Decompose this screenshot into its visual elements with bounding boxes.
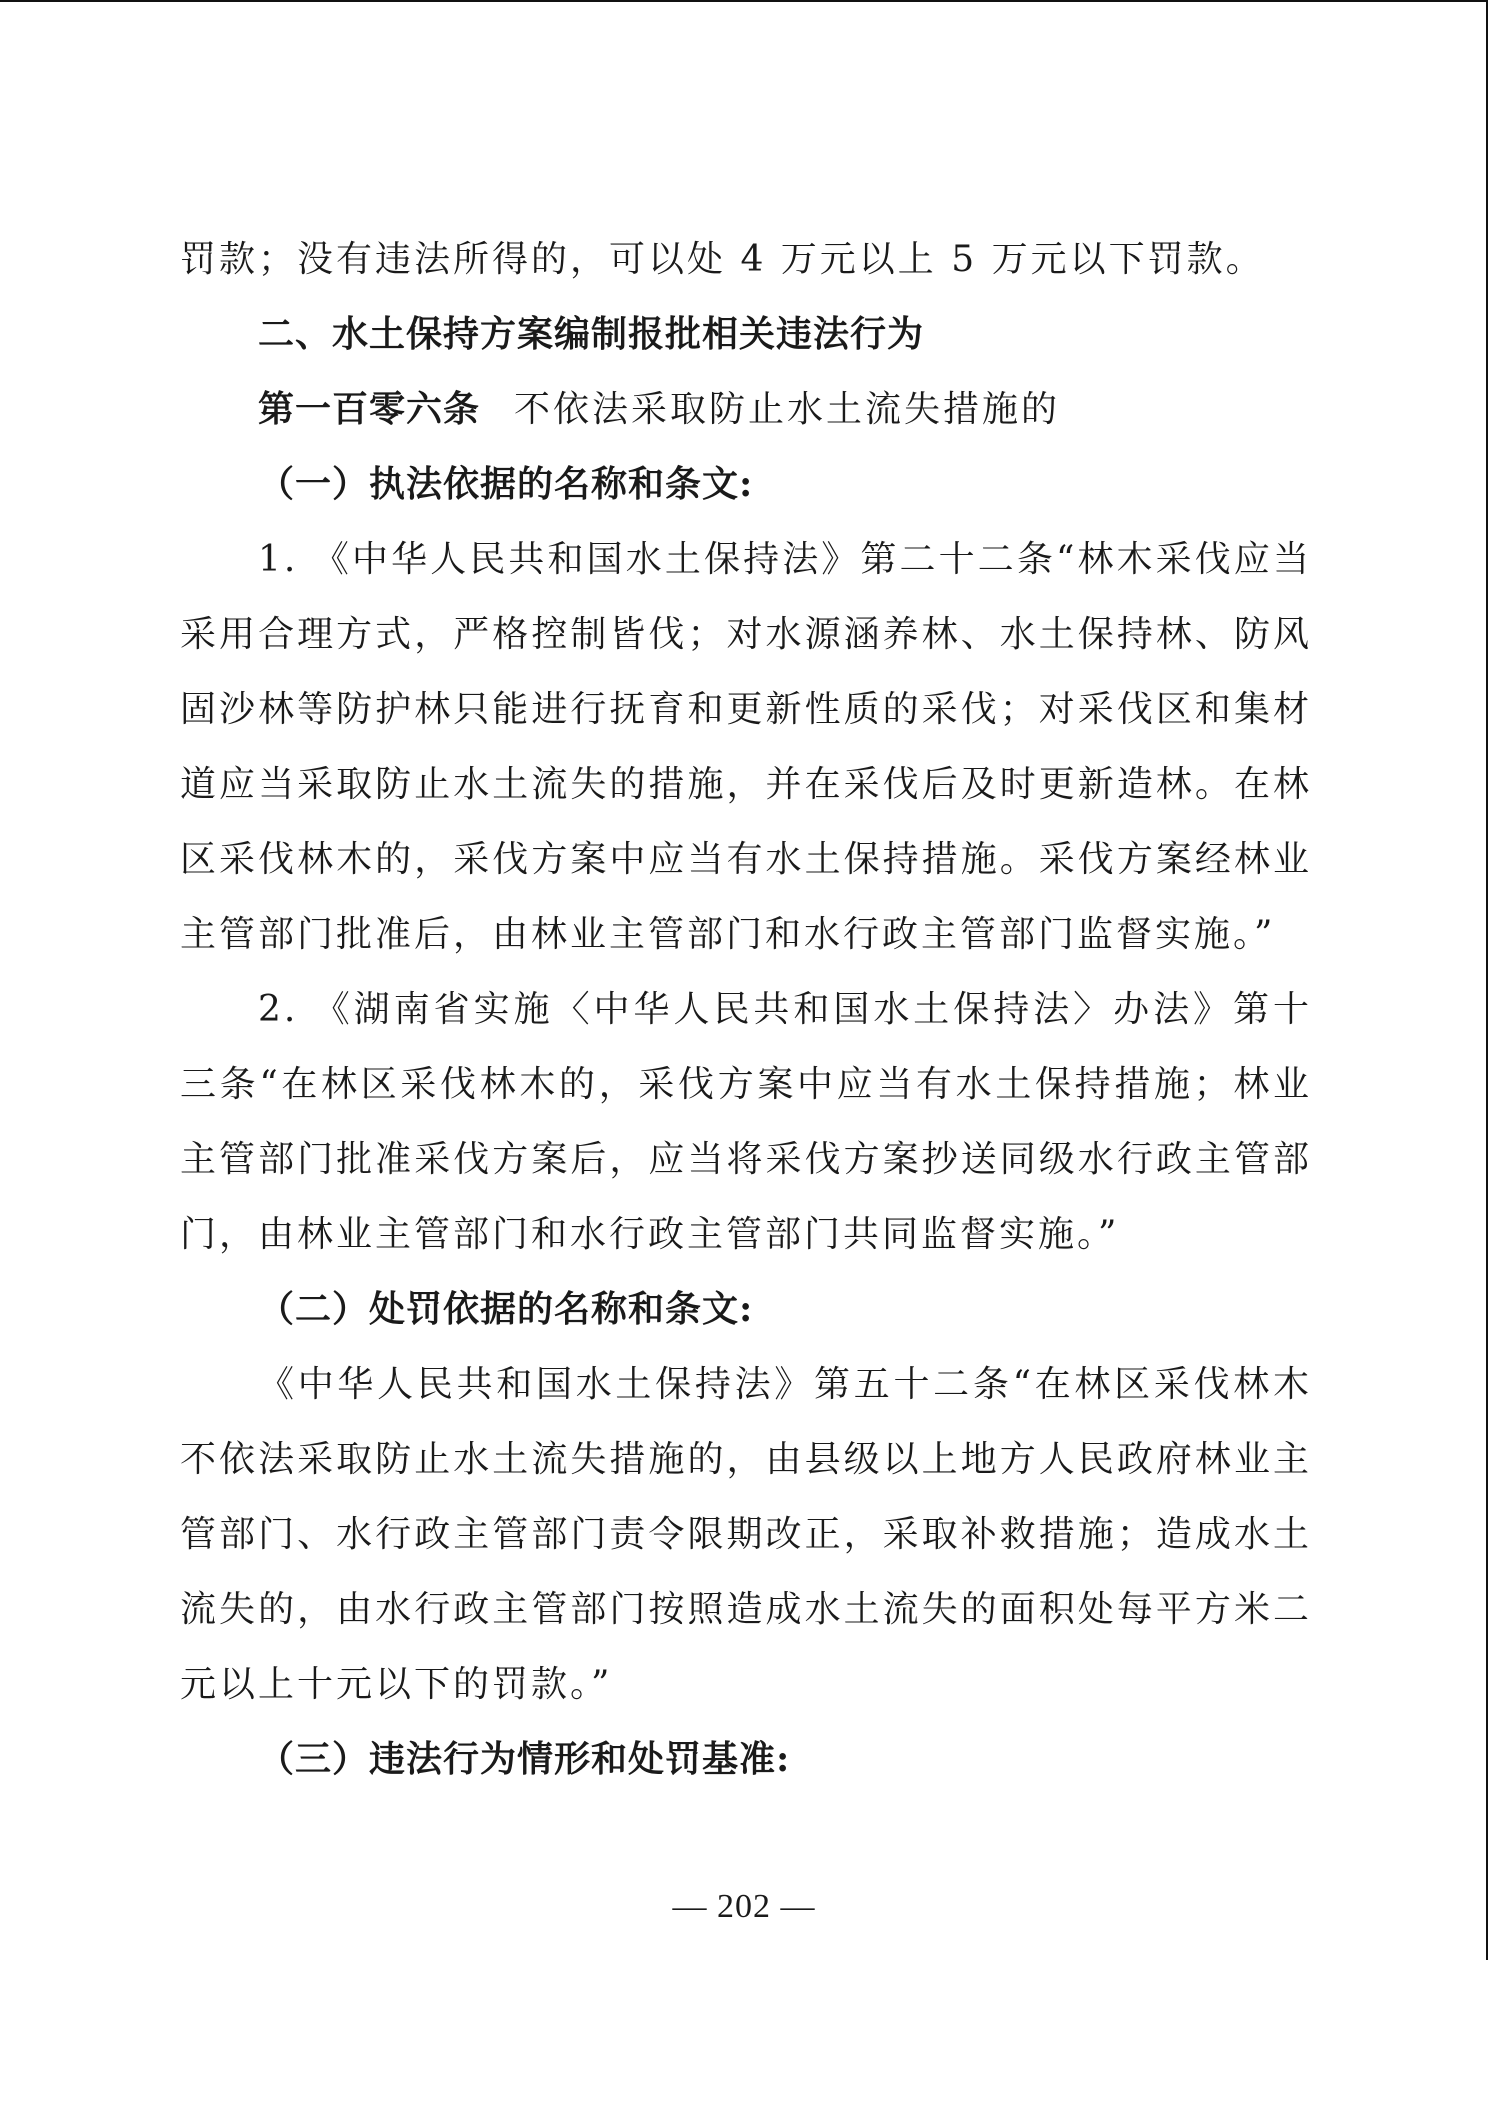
article-heading <box>180 372 1312 447</box>
penalty-basis-text: 《中华人民共和国水土保持法》第五十二条“在林区采伐林木不依法采取防止水土流失措施的，由县级以上地方人民政府林业主管部门、水行政主管部门责令限期改正，采取补救措施；造成水土流失的，由水行政主管部门按照造成水土流失的面积处每平方米二元以上十元以下的罚款。” <box>180 1364 1312 1705</box>
subheading-law-basis: （一）执法依据的名称和条文: <box>258 463 754 505</box>
law-item-1: 1. 《中华人民共和国水土保持法》第二十二条“林木采伐应当采用合理方式，严格控制皆伐；对水源涵养林、水土保持林、防风固沙林等防护林只能进行抚育和更新性质的采伐；对采伐区和集材道应当采取防止水土流失的措施，并在采伐后及时更新造林。在林区采伐林木的，采伐方案中应当有水土保持措施。采伐方案经林业主管部门批准后，由林业主管部门和水行政主管部门监督实施。” <box>180 539 1312 955</box>
law-item-2: 2. 《湖南省实施〈中华人民共和国水土保持法〉办法》第十三条“在林区采伐林木的，采伐方案中应当有水土保持措施；林业主管部门批准采伐方案后，应当将采伐方案抄送同级水行政主管部门，由林业主管部门和水行政主管部门共同监督实施。” <box>180 989 1312 1255</box>
section-heading: 二、水土保持方案编制报批相关违法行为 <box>258 314 925 355</box>
article-title: 不依法采取防止水土流失措施的 <box>514 389 1061 430</box>
article-number: 第一百零六条 <box>258 389 481 430</box>
document-body <box>180 222 1312 1797</box>
subheading-penalty-basis: （二）处罚依据的名称和条文: <box>258 1288 754 1330</box>
subheading-penalty-standard: （三）违法行为情形和处罚基准: <box>258 1738 791 1780</box>
paragraph-continuation: 罚款；没有违法所得的，可以处 4 万元以上 5 万元以下罚款。 <box>180 239 1265 280</box>
top-border-line <box>0 0 1488 2</box>
page-number: — 202 — <box>672 1888 816 1925</box>
